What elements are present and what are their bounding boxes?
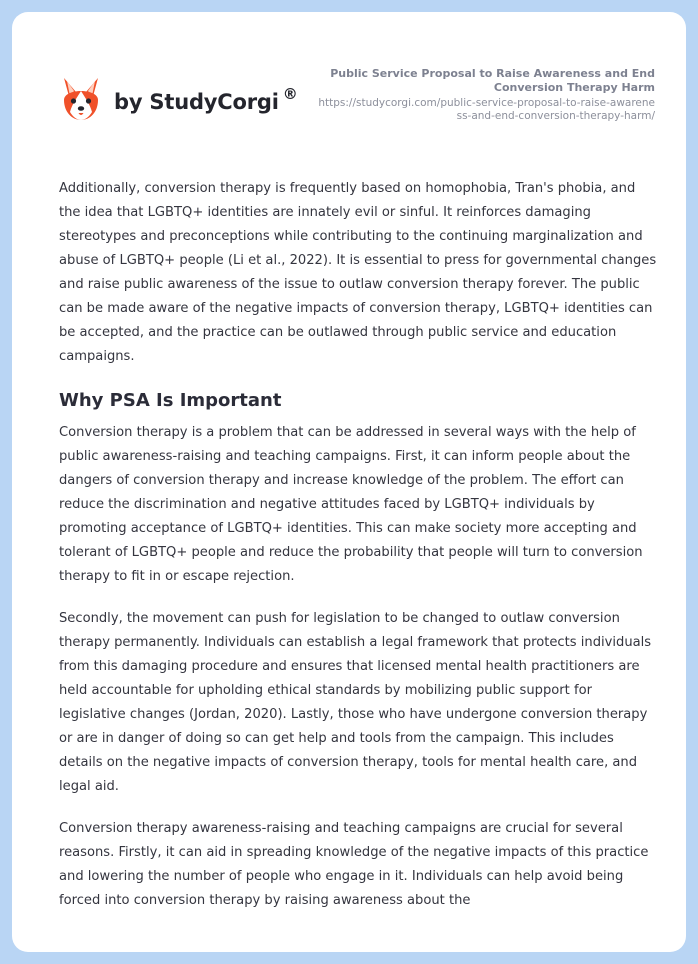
paragraph-4: Conversion therapy awareness-raising and teaching campaigns are crucial for several reasons. Firstly, it can aid in spreading knowledge of the negative impacts of this practice and lowering the number of people who engage in it. Individuals can help avoid being forced into conversion therapy by raising awareness about the xyxy=(59,821,649,908)
source-url[interactable]: https://studycorgi.com/public-service-proposal-to-raise-awareness-and-end-conversion-therapy-harm/ xyxy=(318,97,655,122)
paragraph-2: Conversion therapy is a problem that can be addressed in several ways with the help of public awareness-raising and teaching campaigns. First, it can inform people about the dangers of conversion therapy and increase knowledge of the problem. The effort can reduce the discrimination and negative attitudes faced by LGBTQ+ individuals by promoting acceptance of LGBTQ+ identities. This can make society more accepting and tolerant of LGBTQ+ people and reduce the probability that people will turn to conversion therapy to fit in or escape rejection. xyxy=(59,425,643,584)
article-body xyxy=(59,177,659,931)
source-title: Public Service Proposal to Raise Awareness and End Conversion Therapy Harm xyxy=(330,67,655,94)
logo-text: by StudyCorgi xyxy=(114,90,279,114)
corgi-icon xyxy=(60,76,102,122)
document-page xyxy=(12,12,686,952)
section-heading: Why PSA Is Important xyxy=(59,390,282,411)
paragraph-1: Additionally, conversion therapy is frequently based on homophobia, Tran's phobia, and the idea that LGBTQ+ identities are innately evil or sinful. It reinforces damaging stereotypes and preconceptions while contributing to the continuing marginalization and abuse of LGBTQ+ people (Li et al., 2022). It is essential to press for governmental changes and raise public awareness of the issue to outlaw conversion therapy forever. The public can be made aware of the negative impacts of conversion therapy, LGBTQ+ identities can be accepted, and the practice can be outlawed through public service and education campaigns. xyxy=(59,181,657,364)
source-info xyxy=(315,67,655,123)
registered-mark: ® xyxy=(282,85,298,103)
studycorgi-logo[interactable] xyxy=(60,76,298,122)
logo-wordmark xyxy=(114,85,298,114)
paragraph-3: Secondly, the movement can push for legislation to be changed to outlaw conversion therapy permanently. Individuals can establish a legal framework that protects individuals from this damaging procedure and ensures that licensed mental health practitioners are held accountable for upholding ethical standards by mobilizing public support for legislative changes (Jordan, 2020). Lastly, those who have undergone conversion therapy or are in danger of doing so can get help and tools from the campaign. This includes details on the negative impacts of conversion therapy, tools for mental health care, and legal aid. xyxy=(59,611,652,794)
